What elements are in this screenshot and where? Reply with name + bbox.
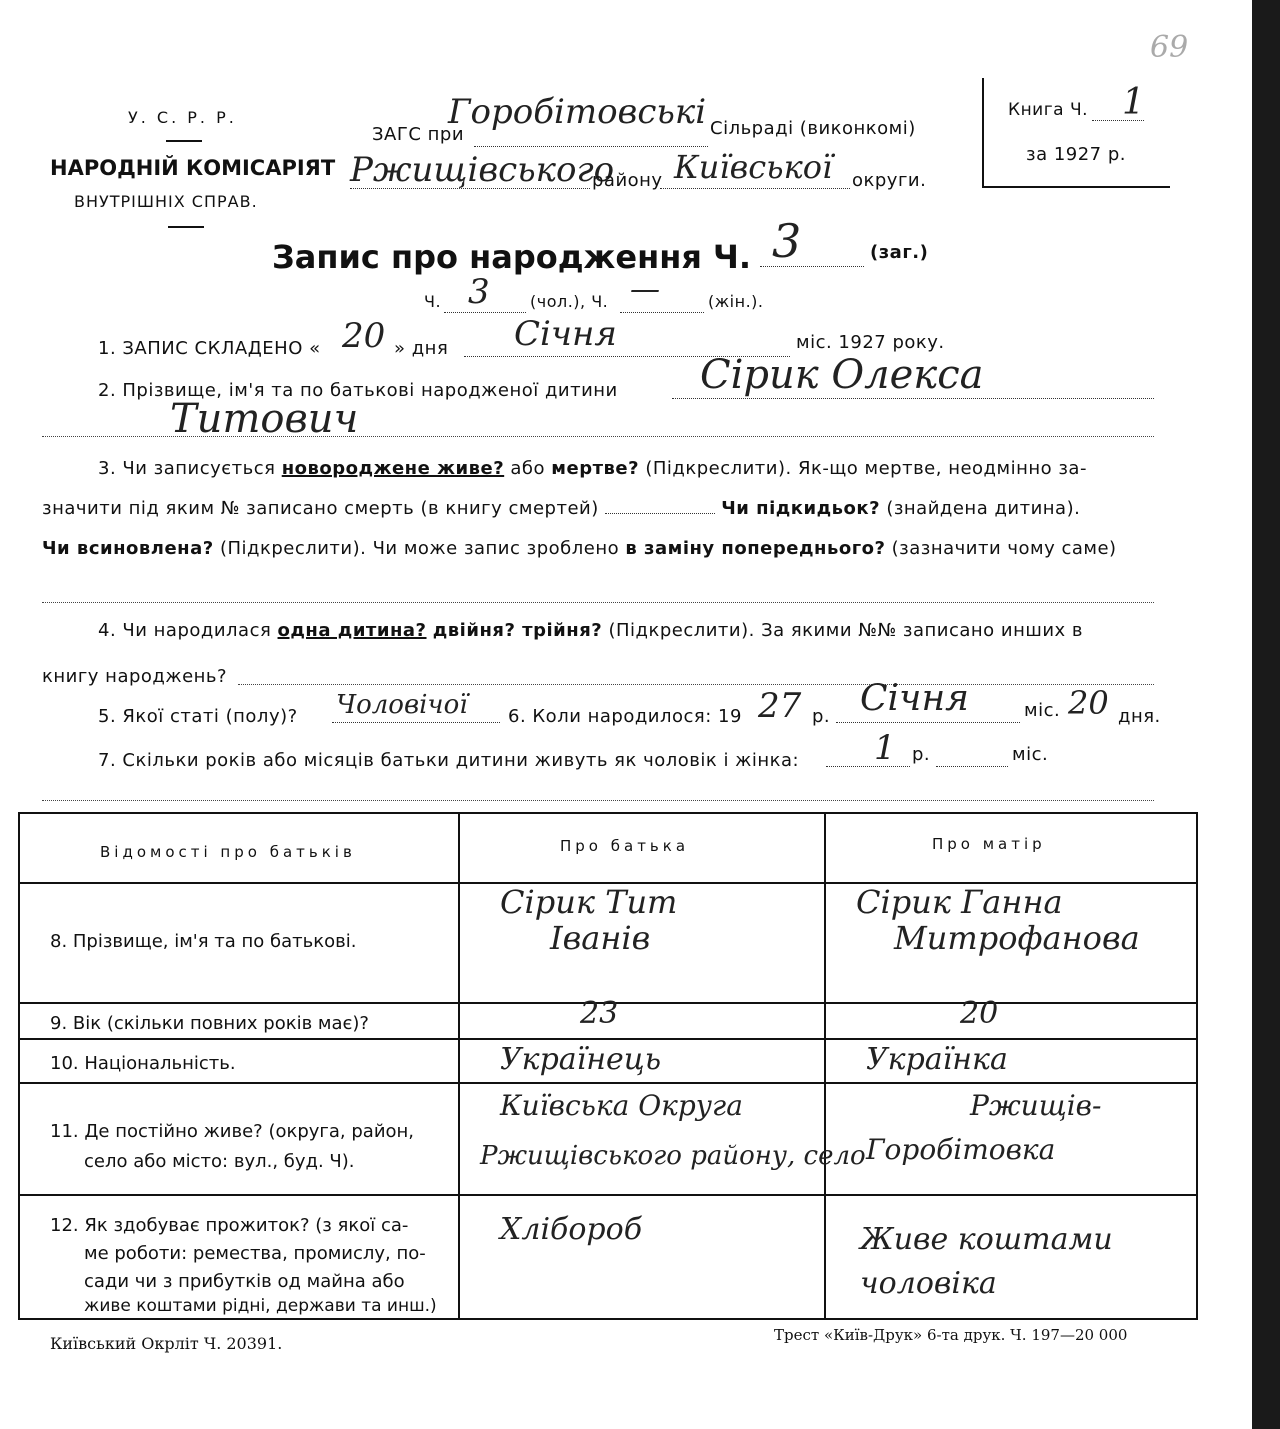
q4-d: (Підкреслити). За якими №№ записано инших в bbox=[608, 620, 1084, 641]
sub-prefix: Ч. bbox=[424, 292, 442, 311]
parents-table bbox=[18, 812, 1198, 1320]
row-12-mother-2: чоловіка bbox=[860, 1266, 997, 1301]
record-number-line bbox=[760, 266, 864, 267]
row-12-label-1: 12. Як здобуває прожиток? (з якої са- bbox=[50, 1215, 409, 1236]
department-title: ВНУТРІШНІХ СПРАВ. bbox=[74, 192, 258, 211]
q2-line-2 bbox=[42, 436, 1154, 437]
q3-or: або bbox=[510, 458, 546, 479]
q3-blank-line bbox=[42, 602, 1154, 603]
q3-foundling: Чи підкидьок? bbox=[721, 498, 881, 519]
village-handwritten: Горобітовські bbox=[448, 92, 707, 132]
zags-label: ЗАГС при bbox=[372, 124, 465, 145]
row-8-mother-1: Сірик Ганна bbox=[856, 883, 1063, 921]
country-label: У. С. Р. Р. bbox=[128, 108, 237, 127]
table-header-father: Про батька bbox=[560, 837, 690, 855]
footer-left: Київський Окрліт Ч. 20391. bbox=[50, 1334, 283, 1353]
male-count-line bbox=[444, 312, 526, 313]
male-label: (чол.), Ч. bbox=[530, 292, 609, 311]
q7-years-handwritten: 1 bbox=[874, 728, 896, 768]
table-header-info: Відомості про батьків bbox=[100, 843, 356, 861]
q7-label: 7. Скільки років або місяців батьки дитини живуть як чоловік і жінка: bbox=[98, 750, 800, 771]
q2-name-handwritten-2: Титович bbox=[170, 396, 359, 442]
record-suffix: (заг.) bbox=[870, 242, 929, 263]
q2-label: 2. Прізвище, ім'я та по батькові народженої дитини bbox=[98, 380, 618, 401]
q3-line3 bbox=[42, 538, 1117, 559]
q6-year-handwritten: 27 bbox=[758, 686, 802, 726]
q6-mis: міс. bbox=[1024, 700, 1061, 721]
female-label: (жін.). bbox=[708, 292, 764, 311]
row-11-label-1: 11. Де постійно живе? (округа, район, bbox=[50, 1121, 415, 1142]
row-10-label: 10. Національність. bbox=[50, 1053, 236, 1074]
q7-r: р. bbox=[912, 744, 931, 765]
row-10-mother: Українка bbox=[866, 1042, 1008, 1077]
q3-a: 3. Чи записується bbox=[98, 458, 276, 479]
q4-twins: двійня? трійня? bbox=[432, 620, 603, 641]
q2-line-1 bbox=[672, 398, 1154, 399]
q5-sex-handwritten: Чоловічої bbox=[336, 690, 468, 720]
q1-mid: » дня bbox=[394, 338, 449, 359]
row-11-label-2: село або місто: вул., буд. Ч). bbox=[84, 1151, 355, 1172]
male-count-handwritten: 3 bbox=[468, 272, 490, 312]
okrug-line bbox=[660, 188, 850, 189]
q4-line2: книгу народжень? bbox=[42, 666, 228, 687]
village-line bbox=[474, 146, 708, 147]
q3-line2-c: (знайдена дитина). bbox=[886, 498, 1081, 519]
q3-line3-d: (зазначити чому саме) bbox=[891, 538, 1117, 559]
q1-month-handwritten: Січня bbox=[514, 314, 617, 354]
okrug-handwritten: Київської bbox=[674, 148, 833, 186]
row-8-mother-2: Митрофанова bbox=[894, 919, 1140, 957]
q5-line bbox=[332, 722, 500, 723]
female-count-handwritten: — bbox=[630, 272, 660, 307]
q3-dead: мертве? bbox=[551, 458, 640, 479]
row-9-father: 23 bbox=[580, 996, 619, 1031]
q1-end: міс. 1927 року. bbox=[796, 332, 945, 353]
row-8-label: 8. Прізвище, ім'я та по батькові. bbox=[50, 931, 357, 952]
record-title: Запис про народження Ч. bbox=[272, 238, 752, 276]
q6-r: р. bbox=[812, 706, 831, 727]
q4-a: 4. Чи народилася bbox=[98, 620, 272, 641]
q3-e: (Підкреслити). Як-що мертве, неодмінно за- bbox=[645, 458, 1087, 479]
header-dash-2 bbox=[168, 226, 204, 228]
page-edge-shadow bbox=[1252, 0, 1280, 1429]
book-year: за 1927 р. bbox=[1026, 144, 1127, 165]
q4-line1 bbox=[98, 620, 1083, 641]
row-8-father-1: Сірик Тит bbox=[500, 883, 678, 921]
row-12-label-2: ме роботи: ремества, промислу, по- bbox=[84, 1243, 426, 1264]
row-9-mother: 20 bbox=[960, 996, 999, 1031]
q1-day-handwritten: 20 bbox=[342, 316, 386, 356]
q3-line3-b: (Підкреслити). Чи може запис зроблено bbox=[219, 538, 620, 559]
book-number-handwritten: 1 bbox=[1122, 82, 1145, 123]
okrug-label: округи. bbox=[852, 170, 927, 191]
header-dash bbox=[166, 140, 202, 142]
book-label: Книга Ч. bbox=[1008, 100, 1089, 120]
book-number-line bbox=[1092, 120, 1144, 121]
ministry-title: НАРОДНІЙ КОМІСАРІЯТ bbox=[50, 156, 336, 180]
q4-single: одна дитина? bbox=[277, 620, 427, 641]
q3-line1 bbox=[98, 458, 1087, 479]
row-12-mother-1: Живе коштами bbox=[860, 1222, 1113, 1257]
row-11-mother-2: Горобітовка bbox=[866, 1133, 1056, 1166]
q1-label: 1. ЗАПИС СКЛАДЕНО « bbox=[98, 338, 321, 359]
row-8-father-2: Іванів bbox=[550, 919, 651, 957]
row-11-mother-1: Ржищів- bbox=[970, 1089, 1102, 1122]
row-12-label-4: живе коштами рідні, держави та инш.) bbox=[84, 1296, 437, 1316]
q3-adopted: Чи всиновлена? bbox=[42, 538, 214, 559]
q4-line2-rule bbox=[238, 684, 1154, 685]
q7-months-line bbox=[936, 766, 1008, 767]
q7-years-line bbox=[826, 766, 910, 767]
district-line bbox=[350, 188, 590, 189]
female-count-line bbox=[620, 312, 704, 313]
archive-page-number: 69 bbox=[1150, 30, 1189, 65]
row-11-father-2: Ржищівського району, село bbox=[480, 1141, 866, 1171]
row-9-label: 9. Вік (скільки повних років має)? bbox=[50, 1013, 369, 1034]
q5-label: 5. Якої статі (полу)? bbox=[98, 706, 298, 727]
q7-mis: міс. bbox=[1012, 744, 1049, 765]
q7-rule bbox=[42, 800, 1154, 801]
q3-line2-a: значити під яким № записано смерть (в книгу смертей) bbox=[42, 498, 599, 519]
row-11-father-1: Київська Округа bbox=[500, 1089, 743, 1122]
q6-label: 6. Коли народилося: 19 bbox=[508, 706, 742, 727]
q6-month-handwritten: Січня bbox=[860, 678, 970, 719]
q6-dnya: дня. bbox=[1118, 706, 1161, 727]
row-12-label-3: сади чи з прибутків од майна або bbox=[84, 1271, 405, 1292]
q3-replace: в заміну попереднього? bbox=[625, 538, 886, 559]
q3-alive: новороджене живе? bbox=[281, 458, 505, 479]
district-label: району bbox=[592, 170, 663, 191]
district-handwritten: Ржищівського bbox=[350, 150, 615, 190]
row-10-father: Українець bbox=[500, 1042, 662, 1077]
record-number-handwritten: 3 bbox=[772, 214, 802, 268]
table-header-mother: Про матір bbox=[932, 835, 1046, 853]
council-label: Сільраді (виконкомі) bbox=[710, 118, 916, 139]
footer-right: Трест «Київ-Друк» 6-та друк. Ч. 197—20 000 bbox=[774, 1326, 1128, 1344]
row-12-father: Хлібороб bbox=[500, 1212, 643, 1247]
q6-day-handwritten: 20 bbox=[1068, 684, 1109, 722]
q6-month-line bbox=[836, 722, 1020, 723]
q3-line2 bbox=[42, 498, 1080, 519]
q2-name-handwritten: Сірик Олекса bbox=[700, 352, 984, 398]
